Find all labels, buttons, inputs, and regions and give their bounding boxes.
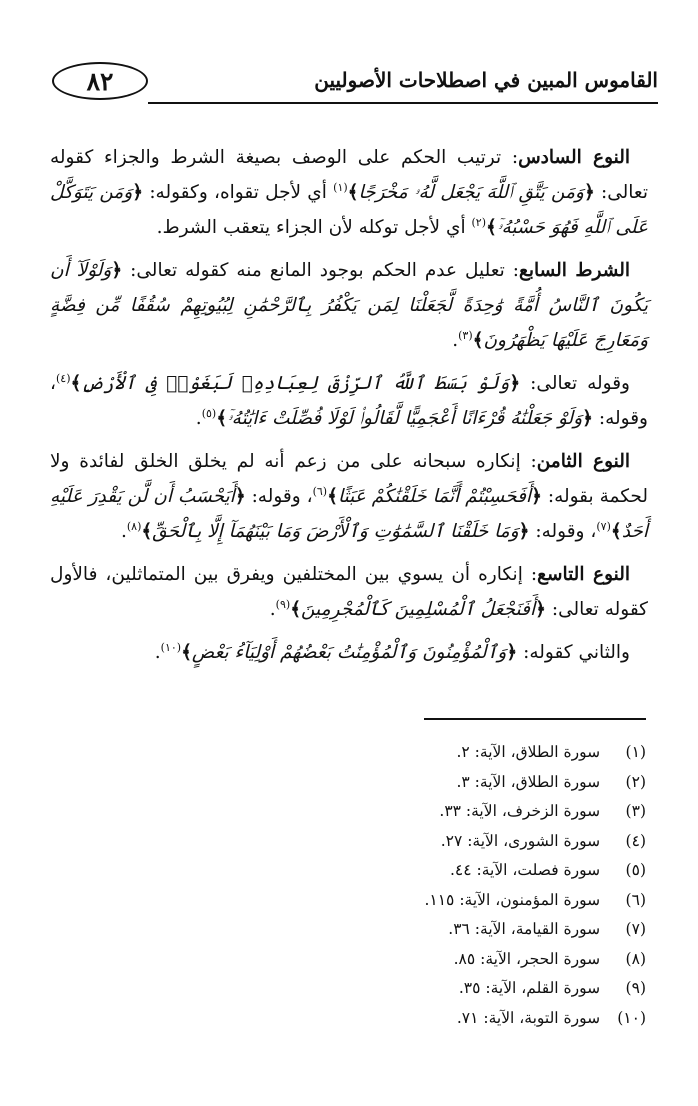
- verse-bracket: ﴾: [141, 521, 153, 542]
- section-label: الشرط السابع: [518, 260, 630, 281]
- footnote-ref: (٧): [596, 519, 611, 533]
- verse-bracket: ﴿: [583, 182, 595, 203]
- verse-bracket: ﴿: [518, 521, 530, 542]
- verse-bracket: ﴿: [582, 408, 593, 429]
- body-text-run: : تعليل عدم الحكم بوجود المانع منه كقوله تعالى:: [122, 260, 519, 281]
- quran-verse: أَفَحَسِبْتُمْ أَنَّمَا خَلَقْنَٰكُمْ عَبَثًا: [337, 486, 532, 507]
- body-text-run: .: [154, 642, 161, 663]
- footnote-number: (٨): [625, 949, 646, 968]
- footnote-item: [200, 915, 646, 945]
- main-text: [50, 140, 648, 678]
- paragraph: [50, 635, 648, 670]
- section-label: النوع السادس: [518, 147, 631, 168]
- footnote-number: (٢): [625, 772, 646, 791]
- footnote-text: سورة الطلاق، الآية: ٢.: [456, 743, 601, 761]
- footnote-text: سورة الحجر، الآية: ٨٥.: [453, 949, 601, 968]
- body-text-run: والثاني كقوله:: [517, 642, 630, 663]
- paragraph: [50, 140, 648, 245]
- body-text-run: أي لأجل توكله لأن الجزاء يتعقب الشرط.: [156, 217, 472, 238]
- footnote-number: (١): [625, 743, 646, 761]
- footnote-text: سورة الزخرف، الآية: ٣٣.: [439, 802, 601, 820]
- verse-bracket: ﴿: [234, 486, 246, 507]
- quran-verse: وَمَن يَتَّقِ ٱللَّهَ يَجْعَل لَّهُۥ مَخْرَجًا: [358, 182, 584, 203]
- footnote-ref: (١٠): [160, 640, 182, 654]
- quran-verse: وَلَوْلَآ أَن يَكُونَ ٱلنَّاسُ أُمَّةً وَٰحِدَةً لَّجَعَلْنَا لِمَن يَكْفُرُ بِٱلرَّحْمَٰنِ لِبُيُوتِهِمْ سُقُفًا مِّن فِضَّةٍ وَمَعَارِجَ عَلَيْهَا يَظْهَرُونَ: [50, 260, 648, 351]
- body-text-run: .: [452, 330, 459, 351]
- footnote-number: (٤): [625, 831, 646, 850]
- footnote-text: سورة القلم، الآية: ٣٥.: [458, 979, 601, 997]
- footnote-text: سورة المؤمنون، الآية: ١١٥.: [424, 890, 601, 909]
- footnote-number: (٣): [625, 802, 646, 820]
- body-text-run: .: [195, 408, 202, 429]
- body-text-run: : ترتيب الحكم على الوصف بصيغة الشرط والجزاء كقوله تعالى:: [50, 147, 648, 203]
- footnote-number: (٥): [625, 861, 646, 879]
- body-text-run: وقوله تعالى:: [520, 373, 630, 394]
- footnote-number: (٦): [625, 890, 646, 909]
- footnote-item: [200, 856, 646, 886]
- verse-bracket: ﴿: [111, 260, 123, 281]
- verse-bracket: ﴿: [531, 486, 542, 507]
- footnote-item: [200, 768, 646, 798]
- body-text-run: ، وقوله:: [529, 521, 597, 542]
- footnote-number: (١٠): [617, 1008, 646, 1027]
- verse-bracket: ﴾: [181, 642, 192, 663]
- section-label: النوع التاسع: [537, 564, 630, 585]
- paragraph: [50, 366, 648, 436]
- verse-bracket: ﴿: [132, 182, 144, 203]
- footnote-text: سورة القيامة، الآية: ٣٦.: [448, 920, 601, 938]
- footnote-item: [200, 1004, 646, 1034]
- quran-verse: وَلَوْ بَسَطَ ٱللَّهُ ٱلرِّزْقَ لِعِبَادِهِۦ لَبَغَوْا۟ فِى ٱلْأَرْضِ: [81, 373, 510, 394]
- section-label: النوع الثامن: [536, 451, 630, 472]
- footnote-ref: (٨): [126, 519, 142, 533]
- footnote-ref: (٣): [458, 328, 473, 342]
- verse-bracket: ﴿: [535, 599, 546, 620]
- verse-bracket: ﴾: [486, 217, 497, 238]
- quran-verse: وَٱلْمُؤْمِنُونَ وَٱلْمُؤْمِنَٰتُ بَعْضُهُمْ أَوْلِيَآءُ بَعْضٍ: [191, 642, 507, 663]
- page-number-badge: ٨٢: [52, 62, 148, 100]
- body-text-run: ، وقوله:: [245, 486, 313, 507]
- quran-verse: وَمَا خَلَقْنَا ٱلسَّمَٰوَٰتِ وَٱلْأَرْضَ وَمَا بَيْنَهُمَآ إِلَّا بِٱلْحَقِّ: [152, 521, 519, 542]
- body-text-run: : إنكاره أن يسوي بين المختلفين ويفرق بين المتماثلين، فالأول كقوله تعالى:: [50, 564, 648, 620]
- running-title: القاموس المبين في اصطلاحات الأصوليين: [314, 68, 658, 92]
- footnote-number: (٩): [625, 979, 646, 997]
- quran-verse: وَمَن يَتَوَكَّلْ عَلَى ٱللَّهِ فَهُوَ حَسْبُهُۥٓ: [50, 182, 648, 238]
- footnote-separator: [424, 718, 646, 720]
- body-text-run: : إنكاره سبحانه على من زعم أنه لم يخلق الخلق لفائدة ولا لحكمة بقوله:: [50, 451, 649, 507]
- footnotes-list: [200, 738, 646, 1033]
- footnote-item: [200, 974, 646, 1004]
- body-text-run: .: [269, 599, 276, 620]
- verse-bracket: ﴾: [70, 373, 82, 394]
- quran-verse: أَيَحْسَبُ أَن لَّن يَقْدِرَ عَلَيْهِ أَحَدٌ: [50, 486, 648, 542]
- footnote-ref: (٩): [275, 597, 291, 611]
- footnote-item: [200, 738, 646, 768]
- footnote-text: سورة التوبة، الآية: ٧١.: [456, 1008, 601, 1027]
- paragraph: [50, 253, 648, 358]
- page-header: [52, 62, 658, 106]
- verse-bracket: ﴾: [216, 408, 228, 429]
- verse-bracket: ﴾: [327, 486, 338, 507]
- body-text-run: أي لأجل تقواه، وكقوله:: [143, 182, 334, 203]
- verse-bracket: ﴾: [290, 599, 302, 620]
- footnote-text: سورة الطلاق، الآية: ٣.: [456, 772, 601, 791]
- footnote-text: سورة الشورى، الآية: ٢٧.: [440, 831, 601, 850]
- footnote-item: [200, 886, 646, 916]
- body-text-run: .: [120, 521, 127, 542]
- quran-verse: أَفَنَجْعَلُ ٱلْمُسْلِمِينَ كَٱلْمُجْرِمِينَ: [301, 599, 536, 620]
- verse-bracket: ﴾: [610, 521, 622, 542]
- verse-bracket: ﴿: [509, 373, 521, 394]
- header-rule: [148, 102, 658, 104]
- paragraph: [50, 557, 648, 627]
- footnote-ref: (٦): [312, 484, 328, 498]
- paragraph: [50, 444, 648, 549]
- verse-bracket: ﴿: [506, 642, 518, 663]
- footnote-ref: (١): [333, 180, 348, 194]
- footnote-ref: (٢): [471, 215, 487, 229]
- footnote-item: [200, 945, 646, 975]
- footnote-item: [200, 827, 646, 857]
- footnote-item: [200, 797, 646, 827]
- verse-bracket: ﴾: [347, 182, 359, 203]
- body-text-run: ، وقوله:: [50, 373, 648, 429]
- footnote-number: (٧): [625, 920, 646, 938]
- quran-verse: وَلَوْ جَعَلْنَٰهُ قُرْءَانًا أَعْجَمِيًّا لَّقَالُوا۟ لَوْلَا فُصِّلَتْ ءَايَٰتُهُۥٓ: [227, 408, 583, 429]
- footnote-text: سورة فصلت، الآية: ٤٤.: [449, 861, 601, 879]
- verse-bracket: ﴾: [472, 330, 484, 351]
- footnote-ref: (٤): [55, 371, 71, 385]
- footnote-ref: (٥): [201, 406, 217, 420]
